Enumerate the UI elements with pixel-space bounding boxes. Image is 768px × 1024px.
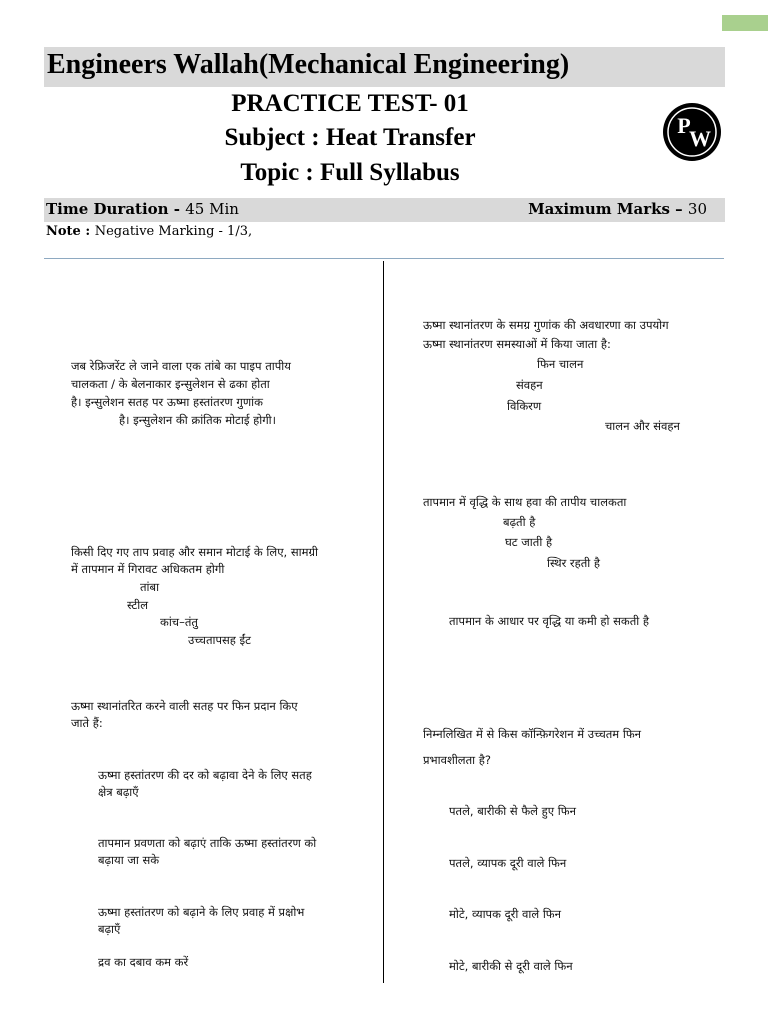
time-duration bbox=[46, 200, 239, 218]
q3-option-1-line-1: ऊष्मा हस्तांतरण की दर को बढ़ावा देने के लिए सतह bbox=[98, 768, 312, 782]
test-name: PRACTICE TEST- 01 bbox=[231, 90, 469, 117]
q2-option-4: उच्चतापसह ईंट bbox=[188, 633, 251, 647]
time-value: 45 Min bbox=[185, 200, 239, 218]
page-title: Engineers Wallah(Mechanical Engineering) bbox=[47, 49, 570, 80]
svg-text:W: W bbox=[689, 126, 711, 151]
q2-line-2: में तापमान में गिरावट अधिकतम होगी bbox=[71, 562, 225, 576]
q3-option-4: द्रव का दबाव कम करें bbox=[98, 955, 189, 969]
column-divider bbox=[383, 261, 384, 983]
topic-line: Topic : Full Syllabus bbox=[240, 159, 460, 186]
header-divider bbox=[44, 258, 724, 259]
q1-line-1: जब रेफ्रिजरेंट ले जाने वाला एक तांबे का पाइप तापीय bbox=[71, 359, 291, 373]
title-band bbox=[44, 47, 725, 87]
pw-logo-icon bbox=[662, 102, 722, 162]
q3-option-2-line-1: तापमान प्रवणता को बढ़ाएं ताकि ऊष्मा हस्तांतरण को bbox=[98, 836, 317, 850]
q4-option-1: फिन चालन bbox=[537, 357, 584, 371]
note bbox=[46, 224, 252, 239]
q4-option-3: विकिरण bbox=[507, 399, 542, 413]
q5-option-3: स्थिर रहती है bbox=[547, 556, 601, 570]
q3-option-2-line-2: बढ़ाया जा सके bbox=[98, 853, 160, 867]
marks-value: 30 bbox=[687, 200, 707, 218]
q5-option-2: घट जाती है bbox=[505, 535, 553, 549]
q2-line-1: किसी दिए गए ताप प्रवाह और समान मोटाई के लिए, सामग्री bbox=[71, 545, 318, 559]
note-value: Negative Marking - 1/3, bbox=[94, 224, 253, 239]
q3-option-3-line-1: ऊष्मा हस्तांतरण को बढ़ाने के लिए प्रवाह में प्रक्षोभ bbox=[98, 905, 305, 919]
q5-option-1: बढ़ती है bbox=[503, 515, 536, 529]
q4-line-1: ऊष्मा स्थानांतरण के समग्र गुणांक की अवधारणा का उपयोग bbox=[423, 318, 669, 332]
q1-line-2: चालकता / के बेलनाकार इन्सुलेशन से ढका होता bbox=[71, 377, 270, 391]
q6-option-2: पतले, व्यापक दूरी वाले फिन bbox=[449, 856, 567, 870]
maximum-marks bbox=[528, 200, 707, 218]
subject-line: Subject : Heat Transfer bbox=[224, 124, 476, 151]
q3-line-2: जाते हैं: bbox=[71, 716, 103, 730]
q5-option-4: तापमान के आधार पर वृद्धि या कमी हो सकती है bbox=[449, 614, 650, 628]
marks-label: Maximum Marks – bbox=[528, 200, 688, 218]
q4-option-2: संवहन bbox=[516, 378, 543, 392]
q1-line-3: है। इन्सुलेशन सतह पर ऊष्मा हस्तांतरण गुणांक bbox=[71, 395, 263, 409]
q5-line-1: तापमान में वृद्धि के साथ हवा की तापीय चालकता bbox=[423, 495, 627, 509]
q4-line-2: ऊष्मा स्थानांतरण समस्याओं में किया जाता है: bbox=[423, 337, 611, 351]
corner-tab bbox=[722, 15, 768, 31]
note-label: Note : bbox=[46, 224, 95, 239]
q4-option-4: चालन और संवहन bbox=[605, 419, 680, 433]
q3-option-3-line-2: बढ़ाएँ bbox=[98, 922, 121, 936]
q6-option-1: पतले, बारीकी से फैले हुए फिन bbox=[449, 804, 576, 818]
q3-option-1-line-2: क्षेत्र बढ़ाएँ bbox=[98, 785, 139, 799]
q2-option-2: स्टील bbox=[127, 598, 149, 612]
q2-option-3: कांच–तंतु bbox=[160, 615, 198, 629]
info-band bbox=[44, 198, 725, 222]
q6-line-1: निम्नलिखित में से किस कॉन्फ़िगरेशन में उच्चतम फिन bbox=[423, 727, 642, 741]
q2-option-1: तांबा bbox=[140, 580, 160, 594]
q6-line-2: प्रभावशीलता है? bbox=[423, 753, 491, 767]
svg-text:P: P bbox=[677, 113, 691, 138]
time-label: Time Duration - bbox=[46, 200, 186, 218]
q3-line-1: ऊष्मा स्थानांतरित करने वाली सतह पर फिन प्रदान किए bbox=[71, 699, 298, 713]
q6-option-3: मोटे, व्यापक दूरी वाले फिन bbox=[449, 907, 562, 921]
q1-line-4: है। इन्सुलेशन की क्रांतिक मोटाई होगी। bbox=[119, 413, 277, 427]
q6-option-4: मोटे, बारीकी से दूरी वाले फिन bbox=[449, 959, 573, 973]
